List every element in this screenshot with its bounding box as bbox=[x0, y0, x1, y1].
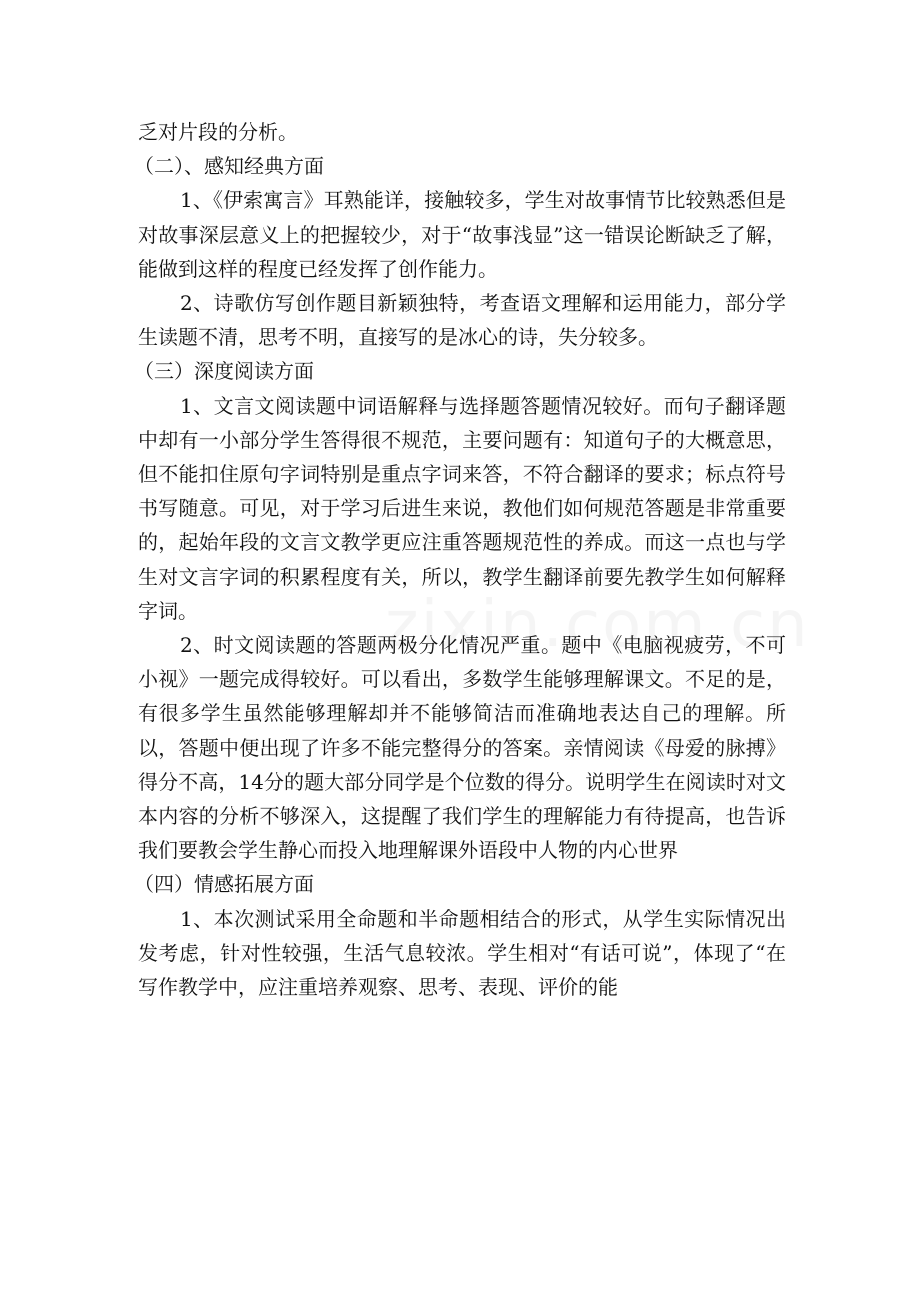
paragraph-modern-reading: 2、时文阅读题的答题两极分化情况严重。题中《电脑视疲劳，不可小视》一题完成得较好。可以看出，多数学生能够理解课文。不足的是，有很多学生虽然能够理解却并不能够简洁而准确地表达自己的理解。所以，答题中便出现了许多不能完整得分的答案。亲情阅读《母爱的脉搏》得分不高，14分的题大部分同学是个位数的得分。说明学生在阅读时对文本内容的分析不够深入，这提醒了我们学生的理解能力有待提高，也告诉我们要教会学生静心而投入地理解课外语段中人物的内心世界 bbox=[138, 633, 786, 863]
section-heading-perceive-classics: （二）、感知经典方面 bbox=[134, 154, 324, 179]
paragraph-classical-chinese: 1、文言文阅读题中词语解释与选择题答题情况较好。而句子翻译题中却有一小部分学生答得很不规范，主要问题有：知道句子的大概意思，但不能扣住原句字词特别是重点字词来答，不符合翻译的要求；标点符号书写随意。可见，对于学习后进生来说，教他们如何规范答题是非常重要的，起始年段的文言文教学更应注重答题规范性的养成。而这一点也与学生对文言字词的积累程度有关，所以，教学生翻译前要先教学生如何解释字词。 bbox=[138, 393, 786, 623]
section-heading-emotional-expansion: （四）情感拓展方面 bbox=[134, 872, 314, 897]
paragraph-poetry-imitation: 2、诗歌仿写创作题目新颖独特，考查语文理解和运用能力，部分学生读题不清，思考不明，直接写的是冰心的诗，失分较多。 bbox=[138, 291, 786, 350]
document-body bbox=[134, 115, 786, 1004]
section-heading-deep-reading: （三）深度阅读方面 bbox=[134, 359, 314, 384]
continued-paragraph: 乏对片段的分析。 bbox=[138, 120, 298, 144]
paragraph-writing-test: 1、本次测试采用全命题和半命题相结合的形式，从学生实际情况出发考虑，针对性较强，生活气息较浓。学生相对“有话可说”，体现了“在写作教学中，应注重培养观察、思考、表现、评价的能 bbox=[138, 906, 786, 1000]
paragraph-aesop-fables: 1、《伊索寓言》耳熟能详，接触较多，学生对故事情节比较熟悉但是对故事深层意义上的把握较少，对于“故事浅显”这一错误论断缺乏了解，能做到这样的程度已经发挥了创作能力。 bbox=[138, 188, 786, 281]
